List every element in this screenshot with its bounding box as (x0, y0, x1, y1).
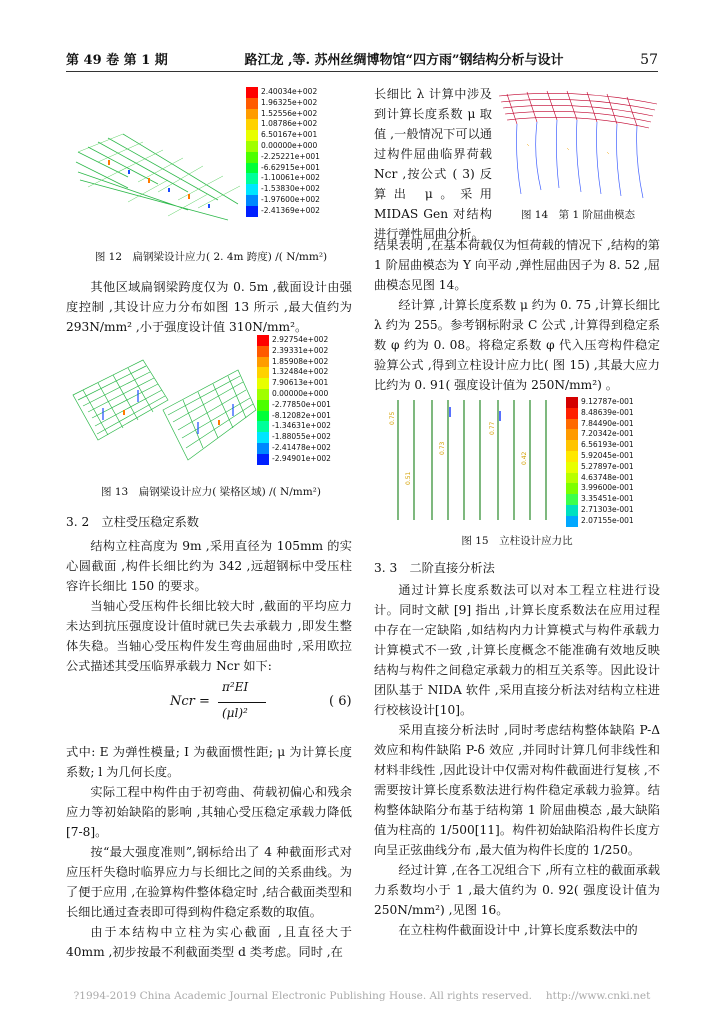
left-column-lower (66, 512, 352, 676)
legend-swatch (246, 130, 258, 141)
running-header (66, 46, 658, 72)
legend-swatch (566, 494, 578, 505)
section-heading-3-3: 3. 3 二阶直接分析法 (374, 561, 495, 575)
left-column-bottom (66, 742, 352, 962)
legend-swatch (257, 400, 269, 411)
legend-swatch (566, 408, 578, 419)
equation-6 (170, 680, 290, 726)
page-number: 57 (640, 52, 658, 68)
paragraph: 采用直接分析法时 ,同时考虑结构整体缺陷 P-Δ 效应和构件缺陷 P-δ 效应 ,并同时计算几何非线性和材料非线性 ,因此设计中仅需对构件截面进行复核 ,不需要按计算长度系数法进行构件稳定承载力验算。结构整体缺陷分布基于结构第 1 阶屈曲模态 ,最大缺陷值为柱高的 1/500[11]。构件初始缺陷沿构件长度方向呈正弦曲线分布 ,最大值为构件长度的 1/250。 (374, 723, 660, 857)
paragraph: 通过计算长度系数法可以对本工程立柱进行设计。同时文献 [9] 指出 ,计算长度系数法在应用过程中存在一定缺陷 ,如结构内力计算模式与构件承载力计算模式不一致 ,计算长度概念不能准确有效地反映结构与构件之间稳定承载力的相互关系等。因此设计团队基于 NIDA 软件 ,采用直接分析法对结构立柱进行校核设计[10]。 (374, 583, 660, 717)
legend-swatch (257, 335, 269, 346)
figure-12-beam-stress (68, 92, 248, 242)
legend-swatch (566, 516, 578, 527)
legend-swatch (246, 184, 258, 195)
paragraph: 结构立柱高度为 9m ,采用直径为 105mm 的实心圆截面 ,构件长细比约为 342 ,远超钢标中受压柱容许长细比 150 的要求。 (66, 539, 352, 593)
legend-swatch (246, 109, 258, 120)
legend-swatch (257, 421, 269, 432)
paragraph: 由于本结构中立柱为实心截面 ,且直径大于 40mm ,初步按最不利截面类型 d 类考虑。同时 ,在 (66, 925, 352, 959)
equation-number: ( 6) (329, 694, 352, 709)
paragraph: 在立柱构件截面设计中 ,计算长度系数法中的 (398, 923, 638, 937)
legend-swatch (566, 440, 578, 451)
legend-swatch (257, 357, 269, 368)
figure-15-caption: 图 15 立柱设计应力比 (461, 535, 573, 547)
figure-14-caption: 图 14 第 1 阶屈曲模态 (520, 209, 636, 221)
paragraph: 经过计算 ,在各工况组合下 ,所有立柱的截面承载力系数均小于 1 ,最大值约为 0. 92( 强度设计值为 250N/mm²) ,见图 16。 (374, 863, 660, 917)
legend-swatch (257, 432, 269, 443)
legend-swatch (257, 367, 269, 378)
section-heading-3-2: 3. 2 立柱受压稳定系数 (66, 515, 199, 529)
legend-swatch (246, 141, 258, 152)
legend-swatch (257, 378, 269, 389)
figure-15-legend: 9.12787e-001 8.48639e-001 7.84490e-001 7.20342e-001 6.56193e-001 5.92045e-001 5.27897e-001 4.63748e-001 3.99600e-001 3.35451e-001 2.71303e-001 2.07155e-001 (566, 397, 634, 527)
equation-numerator: π²EI (222, 680, 249, 694)
paragraph: 结果表明 ,在基本荷载仅为恒荷载的情况下 ,结构的第 1 阶屈曲模态为 Y 向平动 ,弹性屈曲因子为 8. 52 ,屈曲模态见图 14。 (374, 238, 660, 292)
svg-text:0.75: 0.75 (389, 411, 396, 425)
legend-swatch (246, 87, 258, 98)
legend-swatch (566, 462, 578, 473)
right-column-top (374, 84, 492, 244)
legend-swatch (246, 152, 258, 163)
svg-text:0.77: 0.77 (489, 421, 496, 435)
figure-14-buckling-mode (497, 84, 659, 204)
article-title-header: 路江龙 ,等. 苏州丝绸博物馆“四方雨”钢结构分析与设计 (244, 53, 564, 68)
figure-12-caption: 图 12 扁钢梁设计应力( 2. 4m 跨度) /( N/mm²) (94, 251, 328, 263)
paragraph: 经计算 ,计算长度系数 μ 约为 0. 75 ,计算长细比 λ 约为 255。参考钢标附录 C 公式 ,计算得到稳定系数 φ 约为 0. 08。将稳定系数 φ 代入压弯构件稳定验算公式 ,得到立柱设计应力比( 图 15) ,其最大应力比约为 0. 91( 强度设计值为 250N/mm²) 。 (374, 298, 660, 392)
figure-13-beam-grid-stress (68, 340, 258, 480)
legend-swatch (246, 206, 258, 217)
left-column-upper (66, 277, 352, 337)
figure-12-legend: 2.40034e+002 1.96325e+002 1.52556e+002 1.08786e+002 6.50167e+001 0.00000e+000 -2.25221e+001 -6.62915e+001 -1.10061e+002 -1.53830e+002 -1.97600e+002 -2.41369e+002 (246, 87, 320, 217)
equation-lhs: Ncr = (170, 694, 210, 709)
paragraph: 其他区域扁钢梁跨度仅为 0. 5m ,截面设计由强度控制 ,其设计应力分布如图 13 所示 ,最大值约为 293N/mm² ,小于强度设计值 310N/mm²。 (66, 280, 352, 334)
legend-swatch (246, 163, 258, 174)
legend-swatch (246, 98, 258, 109)
paragraph: 当轴心受压构件长细比较大时 ,截面的平均应力未达到抗压强度设计值时就已失去承载力 ,即发生整体失稳。当轴心受压构件发生弯曲屈曲时 ,采用欧拉公式描述其受压临界承载力 Ncr 如下: (66, 599, 352, 673)
legend-swatch (257, 411, 269, 422)
equation-denominator: (μl)² (222, 706, 248, 720)
figure-13-legend: 2.92754e+002 2.39331e+002 1.85908e+002 1.32484e+002 7.90613e+001 0.00000e+000 -2.77850e+001 -8.12082e+001 -1.34631e+002 -1.88055e+002 -2.41478e+002 -2.94901e+002 (257, 335, 331, 465)
legend-swatch (566, 451, 578, 462)
legend-swatch (566, 397, 578, 408)
legend-swatch (566, 473, 578, 484)
legend-swatch (257, 346, 269, 357)
legend-swatch (566, 429, 578, 440)
svg-text:0.42: 0.42 (521, 451, 528, 465)
legend-swatch (257, 454, 269, 465)
legend-swatch (257, 443, 269, 454)
legend-swatch (566, 419, 578, 430)
legend-swatch (566, 505, 578, 516)
paragraph: 式中: E 为弹性模量; I 为截面惯性距; μ 为计算长度系数; l 为几何长度。 (66, 745, 352, 779)
figure-13-caption: 图 13 扁钢梁设计应力( 梁格区域) /( N/mm²) (101, 486, 321, 498)
paragraph: 按“最大强度准则”,钢标给出了 4 种截面形式对应压杆失稳时临界应力与长细比之间的关系曲线。为了便于应用 ,在验算构件整体稳定时 ,结合截面类型和长细比通过查表即可得到构件稳定系数的取值。 (66, 845, 352, 919)
fraction-bar (218, 702, 266, 703)
legend-swatch (566, 483, 578, 494)
svg-text:0.73: 0.73 (439, 441, 446, 455)
paragraph: 实际工程中构件由于初弯曲、荷载初偏心和残余应力等初始缺陷的影响 ,其轴心受压稳定承载力降低[7-8]。 (66, 785, 352, 839)
svg-text:0.51: 0.51 (405, 471, 412, 485)
right-column-lower (374, 558, 660, 940)
legend-swatch (246, 195, 258, 206)
right-column-middle (374, 235, 660, 395)
figure-15-column-stress-ratio (390, 395, 560, 525)
legend-swatch (257, 389, 269, 400)
legend-swatch (246, 173, 258, 184)
legend-swatch (246, 119, 258, 130)
copyright-footer: ?1994-2019 China Academic Journal Electronic Publishing House. All rights reserved. http://www.cnki.net (73, 990, 651, 1002)
journal-issue: 第 49 卷 第 1 期 (66, 53, 168, 68)
paragraph: 长细比 λ 计算中涉及到计算长度系数 μ 取值 ,一般情况下可以通过构件屈曲临界荷载 Ncr ,按公式 ( 3) 反算出 μ。采用 MIDAS Gen 对结构进行弹性屈曲分析。 (374, 87, 492, 241)
